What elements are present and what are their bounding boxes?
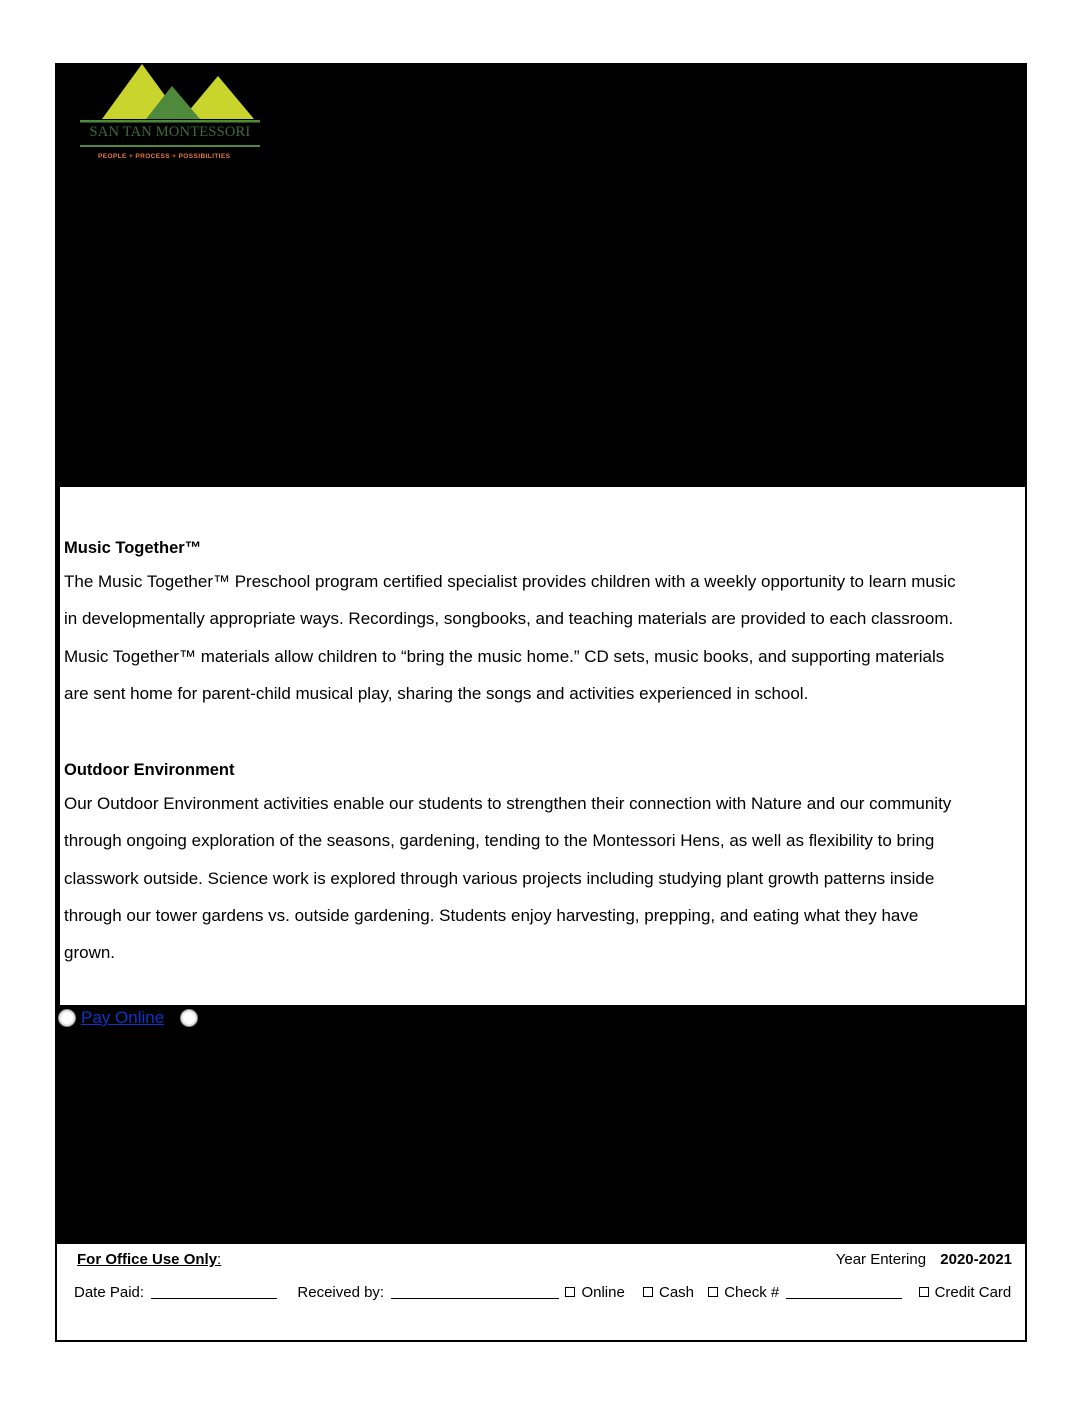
frame-left-edge — [55, 487, 60, 1005]
received-by-label: Received by: — [297, 1284, 385, 1301]
office-use-section — [57, 1244, 1025, 1340]
logo-tagline: PEOPLE + PROCESS + POSSIBILITIES — [98, 153, 231, 160]
paragraph-line: Music Together™ materials allow children to “bring the music home.” CD sets, music books, and supporting materials — [64, 646, 945, 666]
date-paid-label: Date Paid: — [74, 1284, 145, 1301]
paragraph-line: through our tower gardens vs. outside gardening. Students enjoy harvesting, prepping, and eating what they have — [64, 905, 919, 925]
cash-option-label: Cash — [658, 1284, 695, 1301]
check-number-field[interactable] — [786, 1284, 902, 1299]
logo-school-name: SAN TAN MONTESSORI — [89, 124, 251, 140]
date-paid-field[interactable] — [151, 1284, 277, 1299]
online-option-label: Online — [581, 1284, 625, 1301]
office-fields-row — [74, 1284, 1011, 1301]
paragraph-line: Our Outdoor Environment activities enable our students to strengthen their connection with Nature and our community — [64, 794, 952, 813]
year-entering-label: Year Entering — [835, 1251, 927, 1268]
year-entering-value: 2020-2021 — [940, 1251, 1012, 1268]
paragraph-line: The Music Together™ Preschool program certified specialist provides children with a weekly opportunity to learn music — [64, 572, 956, 591]
outdoor-environment-heading: Outdoor Environment — [64, 761, 235, 779]
music-together-heading: Music Together™ — [64, 539, 202, 557]
received-by-field[interactable] — [391, 1284, 559, 1299]
paragraph-line: classwork outside. Science work is explored through various projects including studying plant growth patterns inside — [64, 868, 935, 888]
paragraph-line: grown. — [64, 943, 116, 963]
online-checkbox[interactable] — [565, 1287, 575, 1297]
year-entering — [836, 1251, 1012, 1268]
paragraph-line: are sent home for parent-child musical play, sharing the songs and activities experienced in school. — [64, 683, 809, 703]
office-use-title-colon: : — [217, 1251, 222, 1268]
outdoor-environment-section — [64, 755, 1024, 971]
mountain-icon — [78, 64, 263, 164]
check-option-label: Check # — [724, 1284, 780, 1301]
office-use-title-text: For Office Use Only — [77, 1251, 218, 1268]
pay-online-link[interactable]: Pay Online — [81, 1008, 165, 1027]
school-logo — [78, 64, 263, 164]
paragraph-line: in developmentally appropriate ways. Recordings, songbooks, and teaching materials are provided to each classroom. — [64, 609, 954, 629]
redacted-payment-block — [55, 1005, 1027, 1244]
office-use-title — [77, 1251, 221, 1268]
paragraph-line: through ongoing exploration of the seasons, gardening, tending to the Montessori Hens, as well as flexibility to bring — [64, 831, 935, 851]
credit-card-checkbox[interactable] — [919, 1287, 929, 1297]
music-together-section — [64, 533, 1024, 712]
check-checkbox[interactable] — [708, 1287, 718, 1297]
credit-card-option-label: Credit Card — [934, 1284, 1012, 1301]
pay-online-radio[interactable] — [58, 1009, 76, 1027]
pay-other-radio[interactable] — [180, 1009, 198, 1027]
cash-checkbox[interactable] — [643, 1287, 653, 1297]
